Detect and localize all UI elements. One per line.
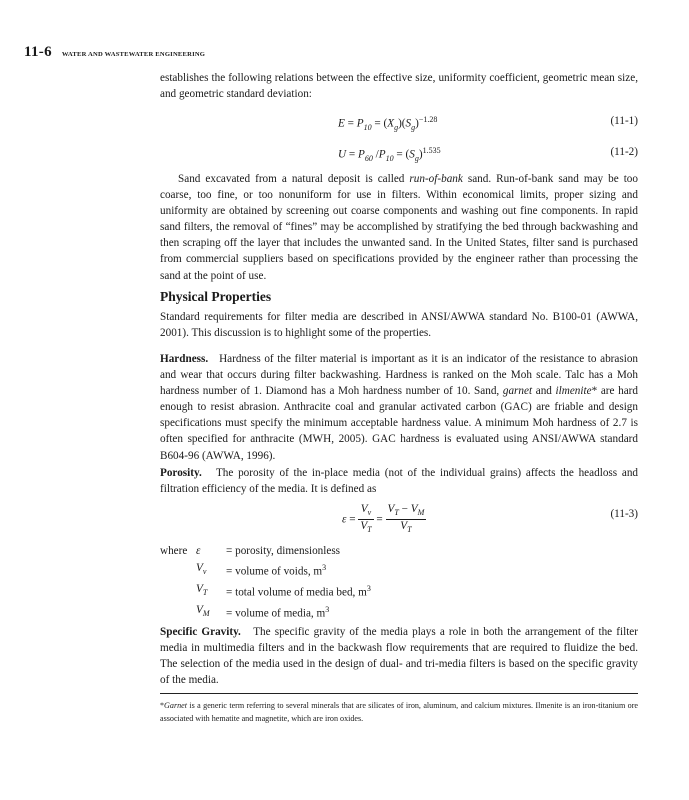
where-row <box>160 581 540 602</box>
hardness-ilmenite: ilmenite <box>555 385 592 398</box>
where-symbol: $V_v$ <box>196 561 207 577</box>
porosity-text: The porosity of the in-place media (not of the individual grains) affects the headloss and filtration efficiency of the media. It is defined as <box>160 467 639 496</box>
hardness-and: and <box>532 385 556 398</box>
where-list <box>160 543 540 623</box>
where-definition: = total volume of media bed, $m^3$ <box>226 583 371 599</box>
hardness-text-b: * are hard enough to resist abrasion. Anthracite coal and granular activated carbon (GAC) are friable and design specifications must specify the minimum acceptable hardness value. A minimum Moh hardness of 2.7 is often specified for anthracite (MWH, 2005). GAC hardness is evaluated using ANSI/AWWA standard B604-96 (AWWA, 1996). <box>160 385 638 462</box>
page-number: 11-6 <box>24 44 52 60</box>
equation-11-2 <box>160 146 638 166</box>
where-lead: where <box>160 545 188 557</box>
section-heading: Physical Properties <box>160 289 272 304</box>
specific-gravity-text: The specific gravity of the media plays a role in both the arrangement of the filter media in multimedia filters and in the backwash flow requirements that are required to fluidize the bed. The selection of the media used in the design of dual- and tri-media filters is based on the specific gravity of the media. <box>160 626 639 687</box>
porosity-paragraph <box>160 465 638 497</box>
specific-gravity-paragraph <box>160 624 638 688</box>
running-title: WATER AND WASTEWATER ENGINEERING <box>61 51 206 58</box>
footnote-garnet: Garnet <box>164 701 187 710</box>
specific-gravity-title: Specific Gravity. <box>160 626 241 638</box>
equation-11-2-number: (11-2) <box>610 146 638 158</box>
sand-text-italic: run-of-bank <box>409 173 463 185</box>
equation-11-3 <box>160 503 638 537</box>
where-row <box>160 543 540 560</box>
hardness-text-a: Hardness of the filter material is important as it is an indicator of the resistance to abrasion and wear that occurs during filter backwashing. Hardness is ranked on the Moh scale. Talc has a Moh hardness number of 1. Diamond has a Moh hardness number of 10. Sand, <box>160 353 639 398</box>
where-symbol: $V_T$ <box>196 582 208 598</box>
intro-paragraph: establishes the following relations between the effective size, uniformity coefficient, geometric mean size, and geometric standard deviation: <box>160 72 638 101</box>
sand-paragraph <box>160 171 638 284</box>
footnote-marker: * <box>160 701 165 710</box>
where-symbol: $V_M$ <box>196 603 210 619</box>
equation-11-3-formula: ε = $\frac{V_v}{V_T}$ = $\frac{V_T - V_M}{V_T}$ <box>342 503 425 535</box>
footnote <box>160 700 638 725</box>
footnote-text: is a generic term referring to several minerals that are silicates of iron, aluminum, and calcium mixtures. Ilmenite is an iron-titanium ore associated with hematite and magnetite, which are iron oxides. <box>160 701 638 723</box>
equation-11-1-number: (11-1) <box>610 115 638 127</box>
equation-11-2-formula: $U = P_{60}$ $/P_{10} = (S_g)^{1.535}$ <box>338 146 441 163</box>
page-header <box>24 44 205 61</box>
where-definition: = volume of voids, $m^3$ <box>226 562 327 578</box>
where-definition: = porosity, dimensionless <box>226 545 341 557</box>
sand-text-a: Sand excavated from a natural deposit is called <box>178 173 410 185</box>
hardness-title: Hardness. <box>160 353 209 365</box>
equation-11-1 <box>160 115 638 135</box>
sand-text-b: sand. Run-of-bank sand may be too coarse, too fine, or too nonuniform for use in filters. Within economical limits, proper sizing and uniformity are obtained by screening out coarse components and washing out fine components. In rapid sand filters, the removal of “fines” may be accomplished by stratifying the bed through backwashing and then scraping off the layer that includes the unwanted sand. In the United States, filter sand is purchased from commercial suppliers based on specifications provided by the engineer rather than processing the sand at the point of use. <box>160 173 638 282</box>
where-definition: = volume of media, $m^3$ <box>226 604 330 620</box>
where-row <box>160 560 540 581</box>
hardness-garnet: garnet <box>502 385 533 398</box>
equation-11-3-number: (11-3) <box>610 508 638 520</box>
hardness-paragraph <box>160 351 638 464</box>
footnote-rule <box>160 693 638 694</box>
where-symbol: ε <box>196 545 201 557</box>
equation-11-1-formula: $E = P_{10} = (X_g)(S_g)^{-1.28}$ <box>338 115 438 132</box>
porosity-title: Porosity. <box>160 467 202 479</box>
standard-paragraph: Standard requirements for filter media are described in ANSI/AWWA standard No. B100-01 (AWWA, 2001). This discussion is to highlight some of the properties. <box>160 311 638 340</box>
where-row <box>160 602 540 623</box>
